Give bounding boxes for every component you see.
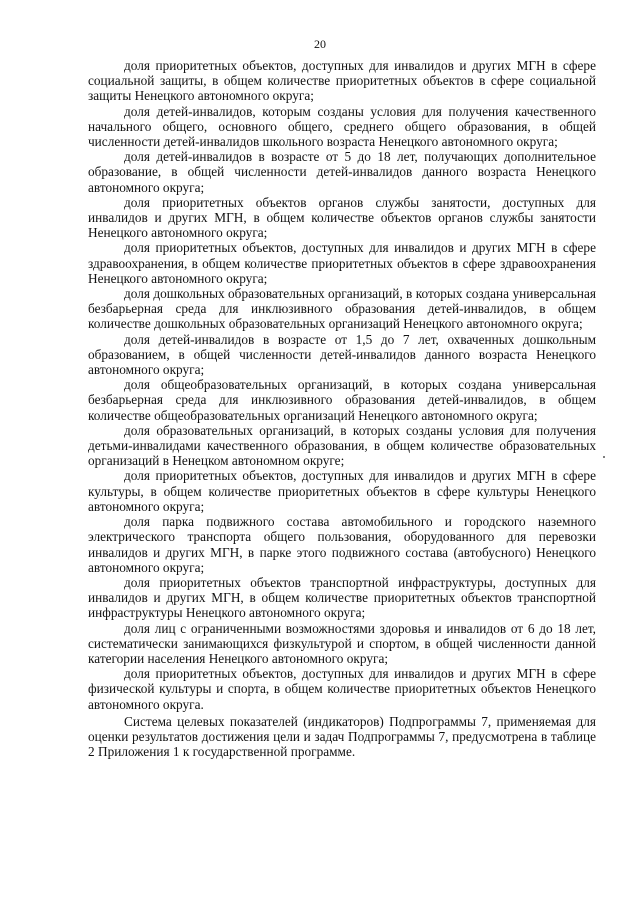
document-body (88, 58, 596, 759)
paragraph-transport-infrastructure: доля приоритетных объектов транспортной инфраструктуры, доступных для инвалидов и других МГН, в общем количестве приоритетных объектов транспортной инфраструктуры Ненецкого автономного округа; (88, 574, 596, 621)
paragraph-school-education: доля детей-инвалидов, которым созданы условия для получения качественного начального общего, основного общего, среднего общего образования, в общей численности детей-инвалидов школьного возраста Ненецкого автономного округа; (88, 103, 596, 150)
paragraph-culture: доля приоритетных объектов, доступных для инвалидов и других МГН в сфере культуры, в общем количестве приоритетных объектов в сфере культуры Ненецкого автономного округа; (88, 468, 596, 514)
paragraph-preschool-coverage: доля детей-инвалидов в возрасте от 1,5 до 7 лет, охваченных дошкольным образованием, в общей численности детей-инвалидов данного возраста Ненецкого автономного округа; (88, 331, 596, 378)
paragraph-general-education-organizations: доля общеобразовательных организаций, в которых создана универсальная безбарьерная среда для инклюзивного образования детей-инвалидов, в общем количестве общеобразовательных организаций Ненецкого автономного округа; (88, 377, 596, 423)
paragraph-preschool-organizations: доля дошкольных образовательных организаций, в которых создана универсальная безбарьерная среда для инклюзивного образования детей-инвалидов, в общем количестве дошкольных образовательных организаций Ненецкого автономного округа; (88, 286, 596, 332)
paragraph-sports-facilities: доля приоритетных объектов, доступных для инвалидов и других МГН в сфере физической культуры и спорта, в общем количестве приоритетных объектов Ненецкого автономного округа. (88, 666, 596, 712)
paragraph-healthcare: доля приоритетных объектов, доступных для инвалидов и других МГН в сфере здравоохранения, в общем количестве приоритетных объектов в сфере здравоохранения Ненецкого автономного округа; (88, 240, 596, 286)
paragraph-social-protection: доля приоритетных объектов, доступных для инвалидов и других МГН в сфере социальной защиты, в общем количестве приоритетных объектов в сфере социальной защиты Ненецкого автономного округа; (88, 58, 596, 104)
closing-paragraph: Система целевых показателей (индикаторов) Подпрограммы 7, применяемая для оценки результатов достижения цели и задач Подпрограммы 7, предусмотрена в таблице 2 Приложения 1 к государственной программе. (88, 713, 596, 760)
paragraph-additional-education: доля детей-инвалидов в возрасте от 5 до 18 лет, получающих дополнительное образование, в общей численности детей-инвалидов данного возраста Ненецкого автономного округа; (88, 149, 596, 195)
paragraph-sports-participation: доля лиц с ограниченными возможностями здоровья и инвалидов от 6 до 18 лет, систематически занимающихся физкультурой и спортом, в общей численности данной категории населения Ненецкого автономного округа; (88, 620, 596, 666)
paragraph-educational-organizations: доля образовательных организаций, в которых созданы условия для получения детьми-инвалидами качественного образования, в общем количестве образовательных организаций в Ненецком автономном округе; (88, 422, 596, 469)
paragraph-employment-service: доля приоритетных объектов органов службы занятости, доступных для инвалидов и других МГН, в общем количестве объектов органов службы занятости Ненецкого автономного округа; (88, 194, 596, 241)
paragraph-transport-fleet: доля парка подвижного состава автомобильного и городского наземного электрического транспорта общего пользования, оборудованного для перевозки инвалидов и других МГН, в парке этого подвижного состава (автобусного) Ненецкого автономного округа; (88, 514, 596, 575)
scan-artifact-dot (603, 456, 605, 458)
page-number: 20 (314, 37, 326, 51)
